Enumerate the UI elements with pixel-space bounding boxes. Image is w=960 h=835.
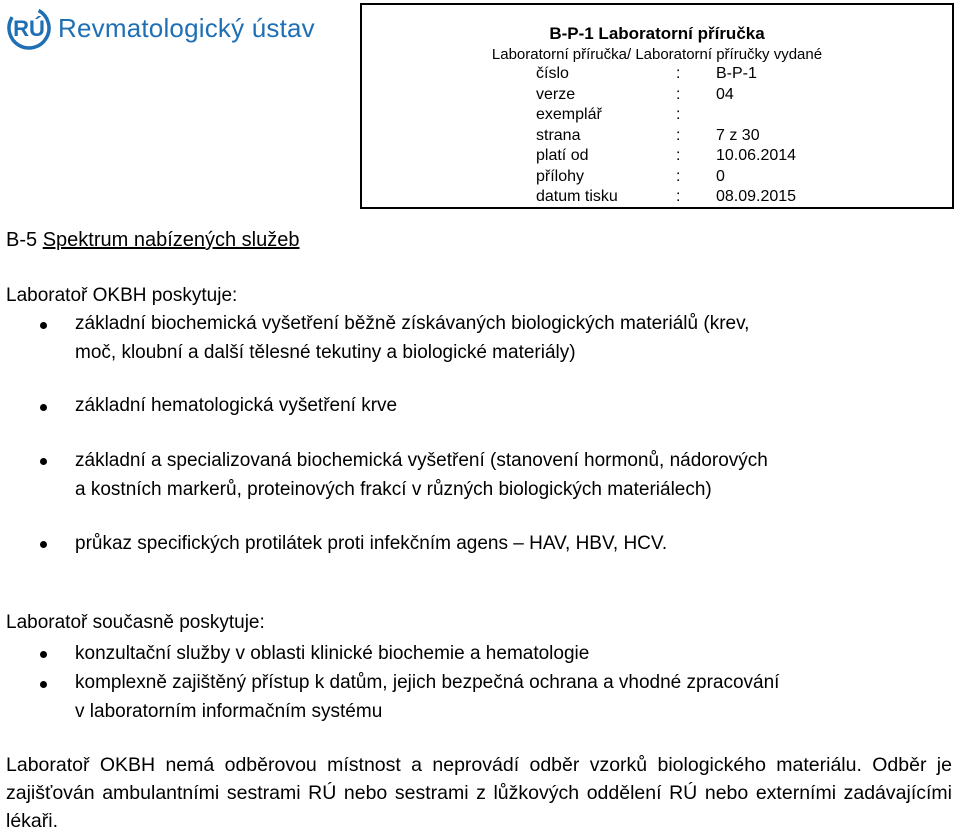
logo-short: RÚ xyxy=(13,16,45,41)
block1-intro: Laboratoř OKBH poskytuje: xyxy=(6,285,238,306)
section-number: B-5 xyxy=(6,229,43,251)
list-item: průkaz specifických protilátek proti infekčním agens – HAV, HBV, HCV. xyxy=(75,533,668,554)
document-header-box: B-P-1 Laboratorní příručka Laboratorní příručka/ Laboratorní příručky vydané číslo : B-P-1 verze : 04 exemplář : strana : 7 z 30 platí od : 10.06.2014 přílohy : 0 datum tisku : 08.09.2015 xyxy=(360,3,954,209)
list-item: základní biochemická vyšetření běžně získávaných biologických materiálů (krev, moč, kloubní a další tělesné tekutiny a biologické materiály) xyxy=(75,313,750,363)
document-subtitle: Laboratorní příručka/ Laboratorní příručky vydané xyxy=(491,46,823,63)
logo-mark xyxy=(6,5,52,51)
document-title: B-P-1 Laboratorní příručka xyxy=(549,24,765,43)
bullet xyxy=(40,322,47,329)
logo xyxy=(6,6,315,50)
bullet xyxy=(40,404,47,411)
list-item: základní hematologická vyšetření krve xyxy=(75,395,398,416)
logo-name: Revmatologický ústav xyxy=(58,12,315,43)
list-item: základní a specializovaná biochemická vyšetření (stanovení hormonů, nádorových a kostních markerů, proteinových frakcí v různých biologických materiálech) xyxy=(75,450,768,500)
list-item: konzultační služby v oblasti klinické biochemie a hematologie xyxy=(75,643,590,664)
section-heading xyxy=(6,229,300,252)
closing-paragraph: Laboratoř OKBH nemá odběrovou místnost a neprovádí odběr vzorků biologického materiálu. Odběr je zajišťován ambulantními sestrami RÚ nebo sestrami z lůžkových oddělení RÚ nebo externími zadávajícími lékaři. xyxy=(6,754,952,832)
bullet xyxy=(40,458,47,465)
bullet xyxy=(40,651,47,658)
bullet xyxy=(40,541,47,548)
list-item: komplexně zajištěný přístup k datům, jejich bezpečná ochrana a vhodné zpracování v laboratorním informačním systému xyxy=(75,672,780,722)
section-title: Spektrum nabízených služeb xyxy=(42,229,300,251)
block2-intro: Laboratoř současně poskytuje: xyxy=(6,612,265,633)
bullet xyxy=(40,681,47,688)
